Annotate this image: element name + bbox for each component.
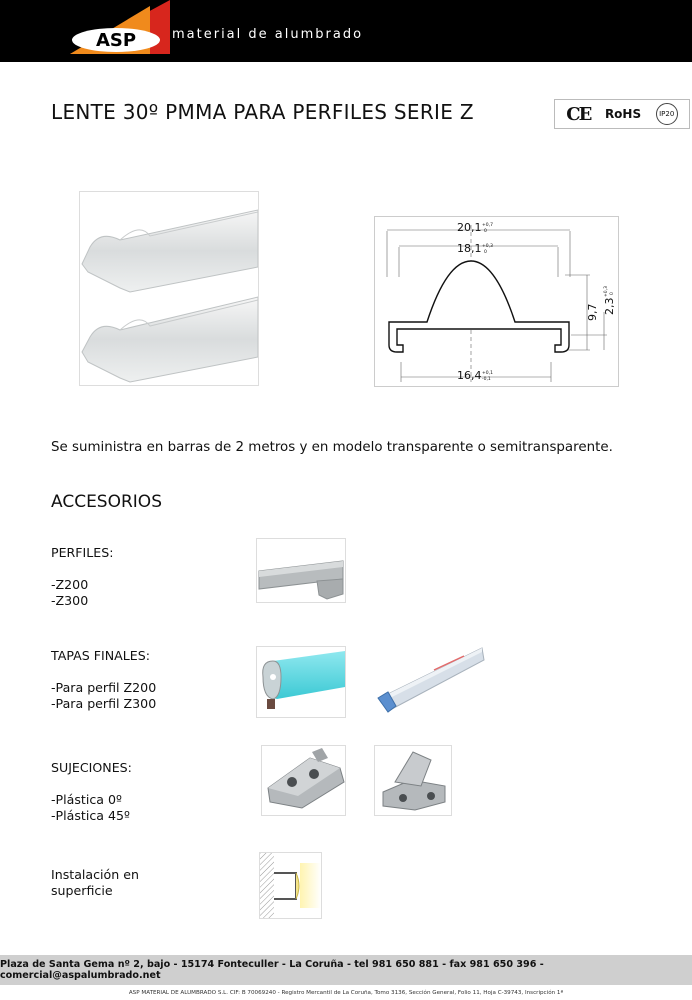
section-tapas bbox=[51, 648, 156, 712]
section-title: PERFILES: bbox=[51, 545, 114, 560]
svg-text:+0,1: +0,1 bbox=[482, 371, 493, 376]
clip-0-photo bbox=[261, 745, 346, 816]
lens-product-photo bbox=[79, 191, 259, 386]
svg-text:+0,3: +0,3 bbox=[482, 244, 493, 249]
lens-technical-drawing bbox=[374, 216, 619, 387]
clip-45-photo bbox=[374, 745, 452, 816]
dim-bottom-value: 16,4 bbox=[457, 369, 482, 382]
list-item: -Z300 bbox=[51, 593, 89, 608]
list-item: -Para perfil Z200 bbox=[51, 680, 157, 695]
end-cap-z300-photo bbox=[374, 646, 486, 718]
section-title: TAPAS FINALES: bbox=[51, 648, 150, 663]
list-item: -Para perfil Z300 bbox=[51, 696, 157, 711]
section-instalacion bbox=[51, 867, 139, 899]
svg-text:0: 0 bbox=[610, 292, 615, 295]
header-tagline: material de alumbrado bbox=[172, 27, 364, 42]
list-item: -Z200 bbox=[51, 577, 89, 592]
ce-mark: CE bbox=[566, 103, 591, 125]
profile-photo bbox=[256, 538, 346, 603]
dim-small-value: 2,3 bbox=[603, 297, 616, 315]
asp-logo bbox=[70, 0, 170, 54]
install-line: superficie bbox=[51, 883, 113, 898]
rohs-mark: RoHS bbox=[604, 107, 642, 121]
section-sujeciones bbox=[51, 760, 132, 824]
footer-legal: ASP MATERIAL DE ALUMBRADO S.L. CIF: B 70069240 - Registro Mercantil de La Coruña, Tomo 3136, Sección General, Folio 11, Hoja C-39743, Inscripción 1ª bbox=[128, 990, 564, 996]
certification-badges bbox=[554, 99, 690, 129]
dim-mid-value: 18,1 bbox=[457, 242, 482, 255]
surface-install-diagram bbox=[259, 852, 322, 919]
install-line: Instalación en bbox=[51, 867, 139, 882]
svg-text:+0,3: +0,3 bbox=[604, 286, 609, 297]
footer-contact-bar bbox=[0, 955, 692, 985]
svg-text:0: 0 bbox=[484, 250, 487, 255]
ip20-mark: IP20 bbox=[656, 103, 678, 125]
page-title: LENTE 30º PMMA PARA PERFILES SERIE Z bbox=[51, 100, 474, 124]
end-cap-z200-photo bbox=[256, 646, 346, 718]
svg-text:+0,7: +0,7 bbox=[482, 223, 493, 228]
svg-text:-0,1: -0,1 bbox=[482, 377, 491, 382]
dim-height-value: 9,7 bbox=[586, 303, 599, 321]
list-item: -Plástica 0º bbox=[51, 792, 122, 807]
dim-top-value: 20,1 bbox=[457, 221, 482, 234]
svg-text:0: 0 bbox=[484, 229, 487, 234]
list-item: -Plástica 45º bbox=[51, 808, 130, 823]
section-title: SUJECIONES: bbox=[51, 760, 132, 775]
footer-contact: Plaza de Santa Gema nº 2, bajo - 15174 Fonteculler - La Coruña - tel 981 650 881 - fax 981 650 396 - comercial@aspalumbrado.net bbox=[0, 959, 544, 981]
supply-description: Se suministra en barras de 2 metros y en modelo transparente o semitransparente. bbox=[51, 440, 613, 455]
accessories-heading: ACCESORIOS bbox=[51, 492, 162, 512]
logo-text: ASP bbox=[95, 30, 137, 51]
section-perfiles bbox=[51, 545, 113, 609]
header-bar bbox=[0, 0, 692, 62]
